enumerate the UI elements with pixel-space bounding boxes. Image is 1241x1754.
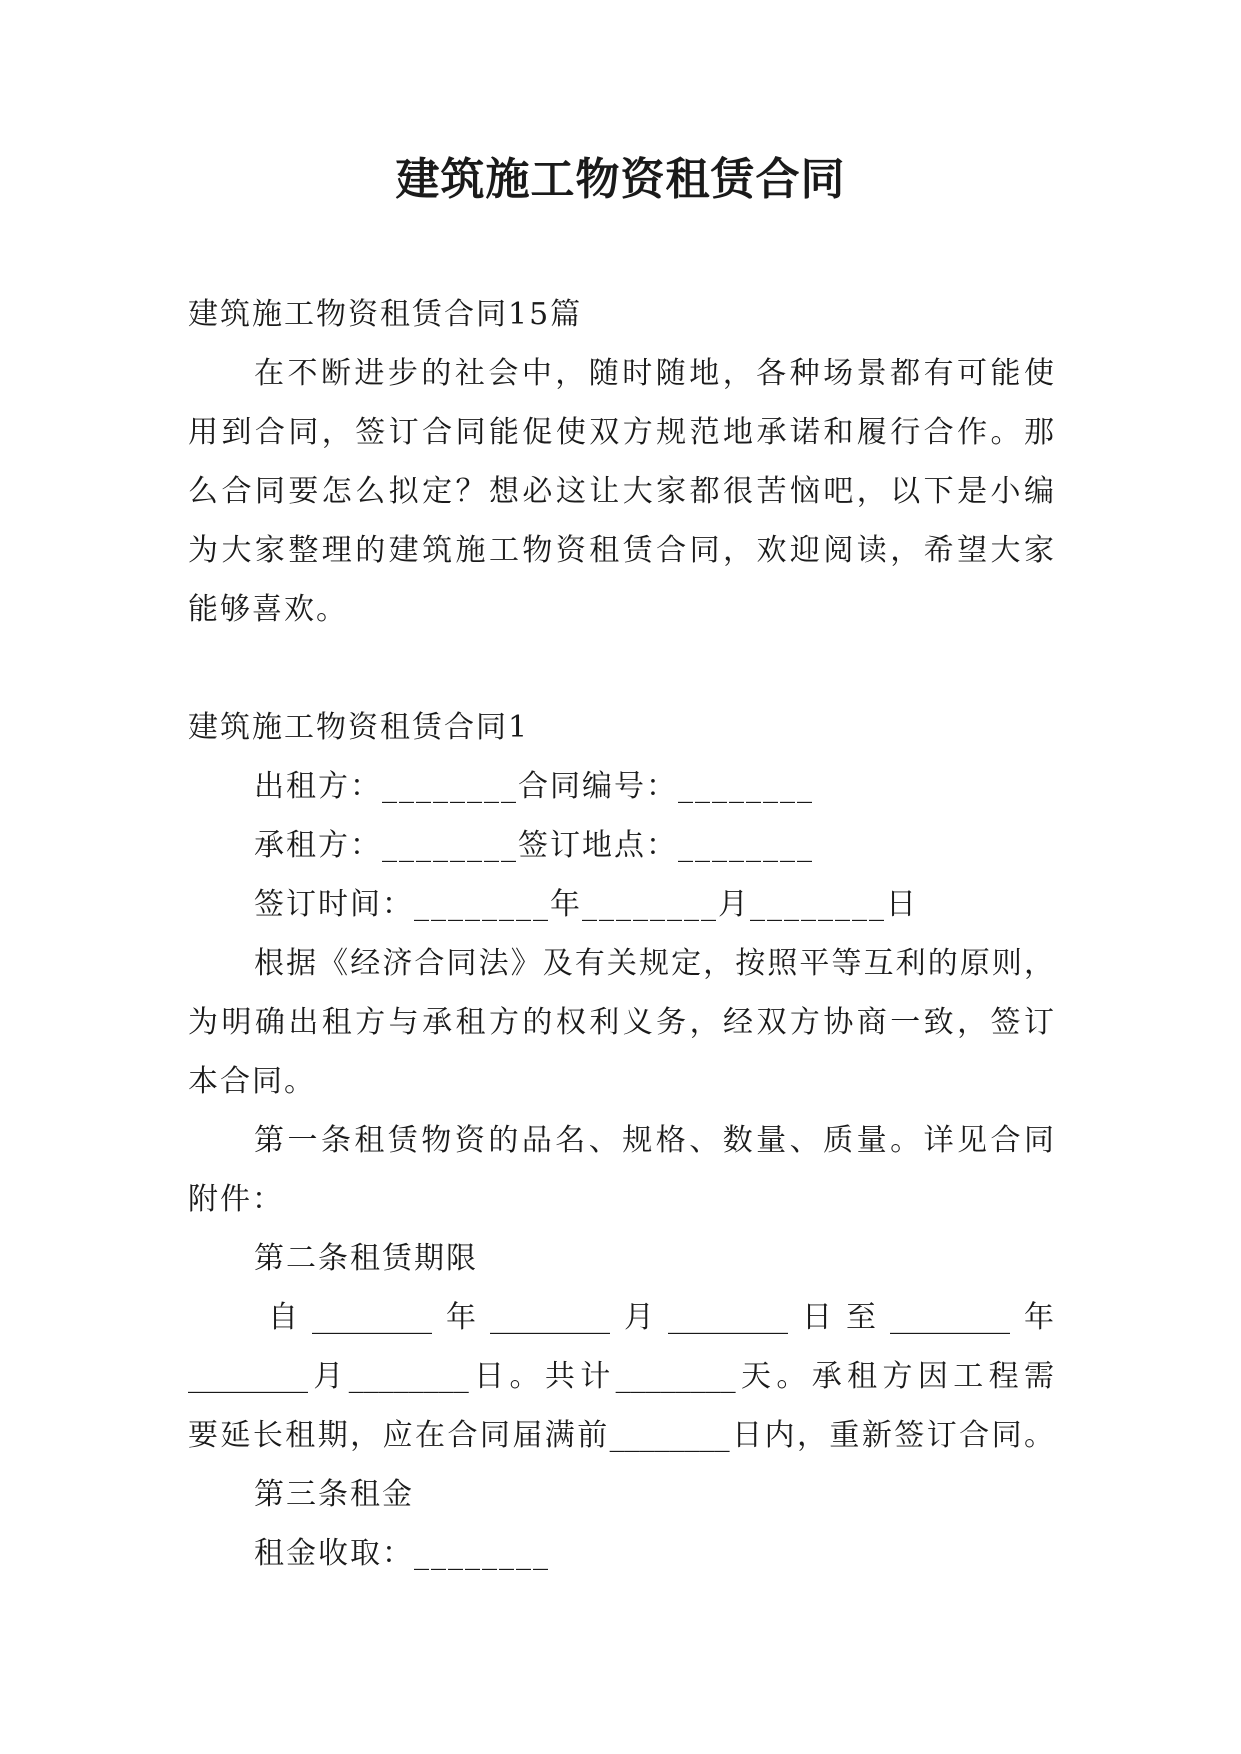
intro-line-4: 为大家整理的建筑施工物资租赁合同，欢迎阅读，希望大家 bbox=[188, 533, 1054, 568]
lessee-line: 承租方：________签订地点：________ bbox=[254, 828, 814, 863]
intro-line-1: 在不断进步的社会中，随时随地，各种场景都有可能使 bbox=[254, 356, 1054, 391]
document-title: 建筑施工物资租赁合同 bbox=[395, 154, 846, 205]
preamble-line-1: 根据《经济合同法》及有关规定，按照平等互利的原则， bbox=[254, 946, 1054, 981]
article-1-line-2: 附件： bbox=[188, 1182, 284, 1217]
collection-heading: 建筑施工物资租赁合同15篇 bbox=[188, 297, 583, 332]
intro-line-5: 能够喜欢。 bbox=[188, 592, 348, 627]
intro-line-3: 么合同要怎么拟定？想必这让大家都很苦恼吧，以下是小编 bbox=[188, 474, 1054, 509]
article-1-line-1: 第一条租赁物资的品名、规格、数量、质量。详见合同 bbox=[254, 1123, 1054, 1158]
signing-date-line: 签订时间：________年________月________日 bbox=[254, 887, 918, 922]
article-2-heading: 第二条租赁期限 bbox=[254, 1241, 478, 1276]
intro-line-2: 用到合同，签订合同能促使双方规范地承诺和履行合作。那 bbox=[188, 415, 1054, 450]
lessor-line: 出租方：________合同编号：________ bbox=[254, 769, 814, 804]
preamble-line-3: 本合同。 bbox=[188, 1064, 316, 1099]
article-2-line-1: 自________年________月________日至________年 bbox=[268, 1300, 1054, 1335]
rent-collection-line: 租金收取：________ bbox=[254, 1536, 550, 1571]
article-2-line-3: 要延长租期，应在合同届满前________日内，重新签订合同。 bbox=[188, 1418, 1054, 1453]
preamble-line-2: 为明确出租方与承租方的权利义务，经双方协商一致，签订 bbox=[188, 1005, 1054, 1040]
article-2-line-2: ________月________日。共计________天。承租方因工程需 bbox=[188, 1359, 1054, 1394]
contract-heading: 建筑施工物资租赁合同1 bbox=[188, 710, 530, 745]
article-3-heading: 第三条租金 bbox=[254, 1477, 414, 1512]
